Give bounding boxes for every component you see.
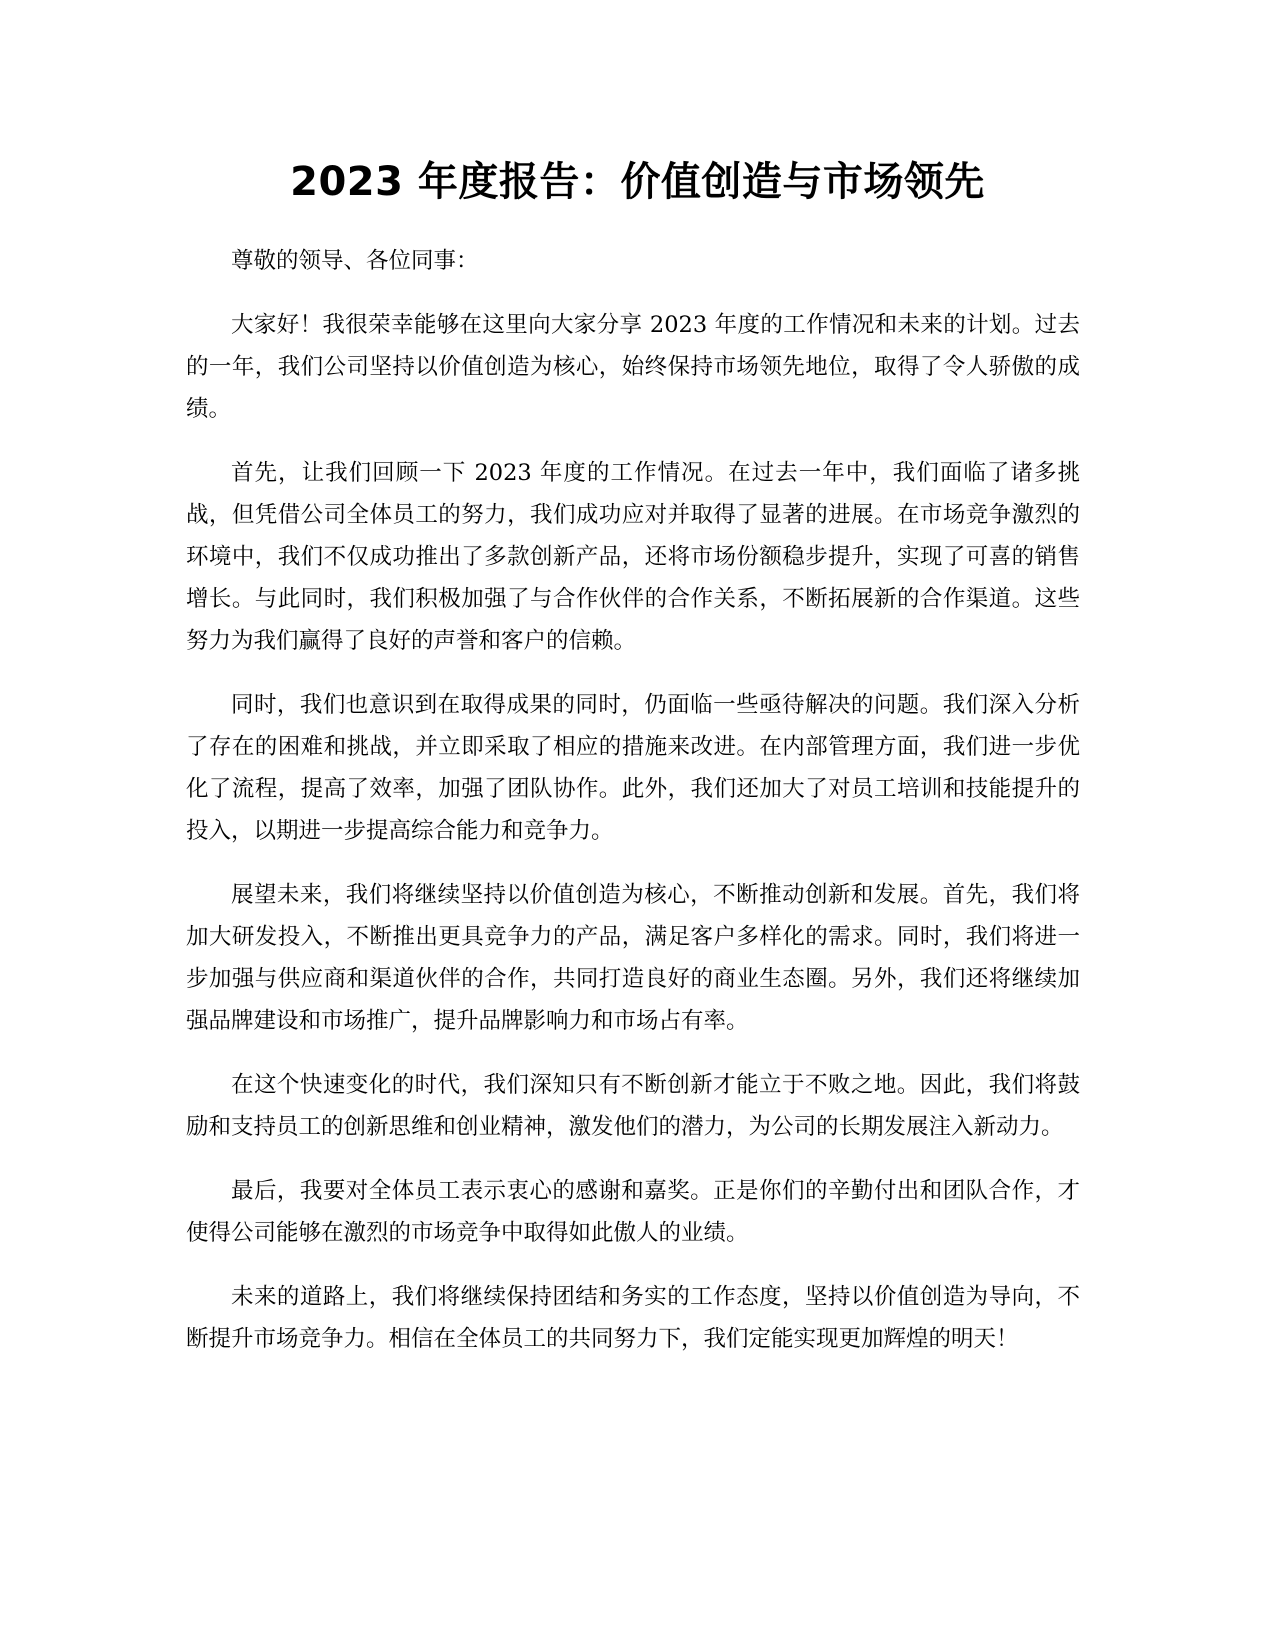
- outlook-paragraph: 展望未来，我们将继续坚持以价值创造为核心，不断推动创新和发展。首先，我们将加大研发投入，不断推出更具竞争力的产品，满足客户多样化的需求。同时，我们将进一步加强与供应商和渠道伙伴的合作，共同打造良好的商业生态圈。另外，我们还将继续加强品牌建设和市场推广，提升品牌影响力和市场占有率。: [186, 882, 1080, 1034]
- document-title: 2023 年度报告：价值创造与市场领先: [290, 159, 985, 205]
- closing-paragraph: 未来的道路上，我们将继续保持团结和务实的工作态度，坚持以价值创造为导向，不断提升市场竞争力。相信在全体员工的共同努力下，我们定能实现更加辉煌的明天！: [186, 1284, 1080, 1352]
- document-body: [186, 240, 1080, 1382]
- challenges-paragraph: 同时，我们也意识到在取得成果的同时，仍面临一些亟待解决的问题。我们深入分析了存在的困难和挑战，并立即采取了相应的措施来改进。在内部管理方面，我们进一步优化了流程，提高了效率，加强了团队协作。此外，我们还加大了对员工培训和技能提升的投入，以期进一步提高综合能力和竞争力。: [186, 692, 1080, 844]
- intro-paragraph: 大家好！我很荣幸能够在这里向大家分享 2023 年度的工作情况和未来的计划。过去的一年，我们公司坚持以价值创造为核心，始终保持市场领先地位，取得了令人骄傲的成绩。: [186, 312, 1080, 422]
- innovation-paragraph: 在这个快速变化的时代，我们深知只有不断创新才能立于不败之地。因此，我们将鼓励和支持员工的创新思维和创业精神，激发他们的潜力，为公司的长期发展注入新动力。: [186, 1072, 1080, 1140]
- review-paragraph: 首先，让我们回顾一下 2023 年度的工作情况。在过去一年中，我们面临了诸多挑战，但凭借公司全体员工的努力，我们成功应对并取得了显著的进展。在市场竞争激烈的环境中，我们不仅成功推出了多款创新产品，还将市场份额稳步提升，实现了可喜的销售增长。与此同时，我们积极加强了与合作伙伴的合作关系，不断拓展新的合作渠道。这些努力为我们赢得了良好的声誉和客户的信赖。: [186, 460, 1080, 654]
- greeting-paragraph: 尊敬的领导、各位同事：: [231, 248, 479, 274]
- thanks-paragraph: 最后，我要对全体员工表示衷心的感谢和嘉奖。正是你们的辛勤付出和团队合作，才使得公司能够在激烈的市场竞争中取得如此傲人的业绩。: [186, 1178, 1080, 1246]
